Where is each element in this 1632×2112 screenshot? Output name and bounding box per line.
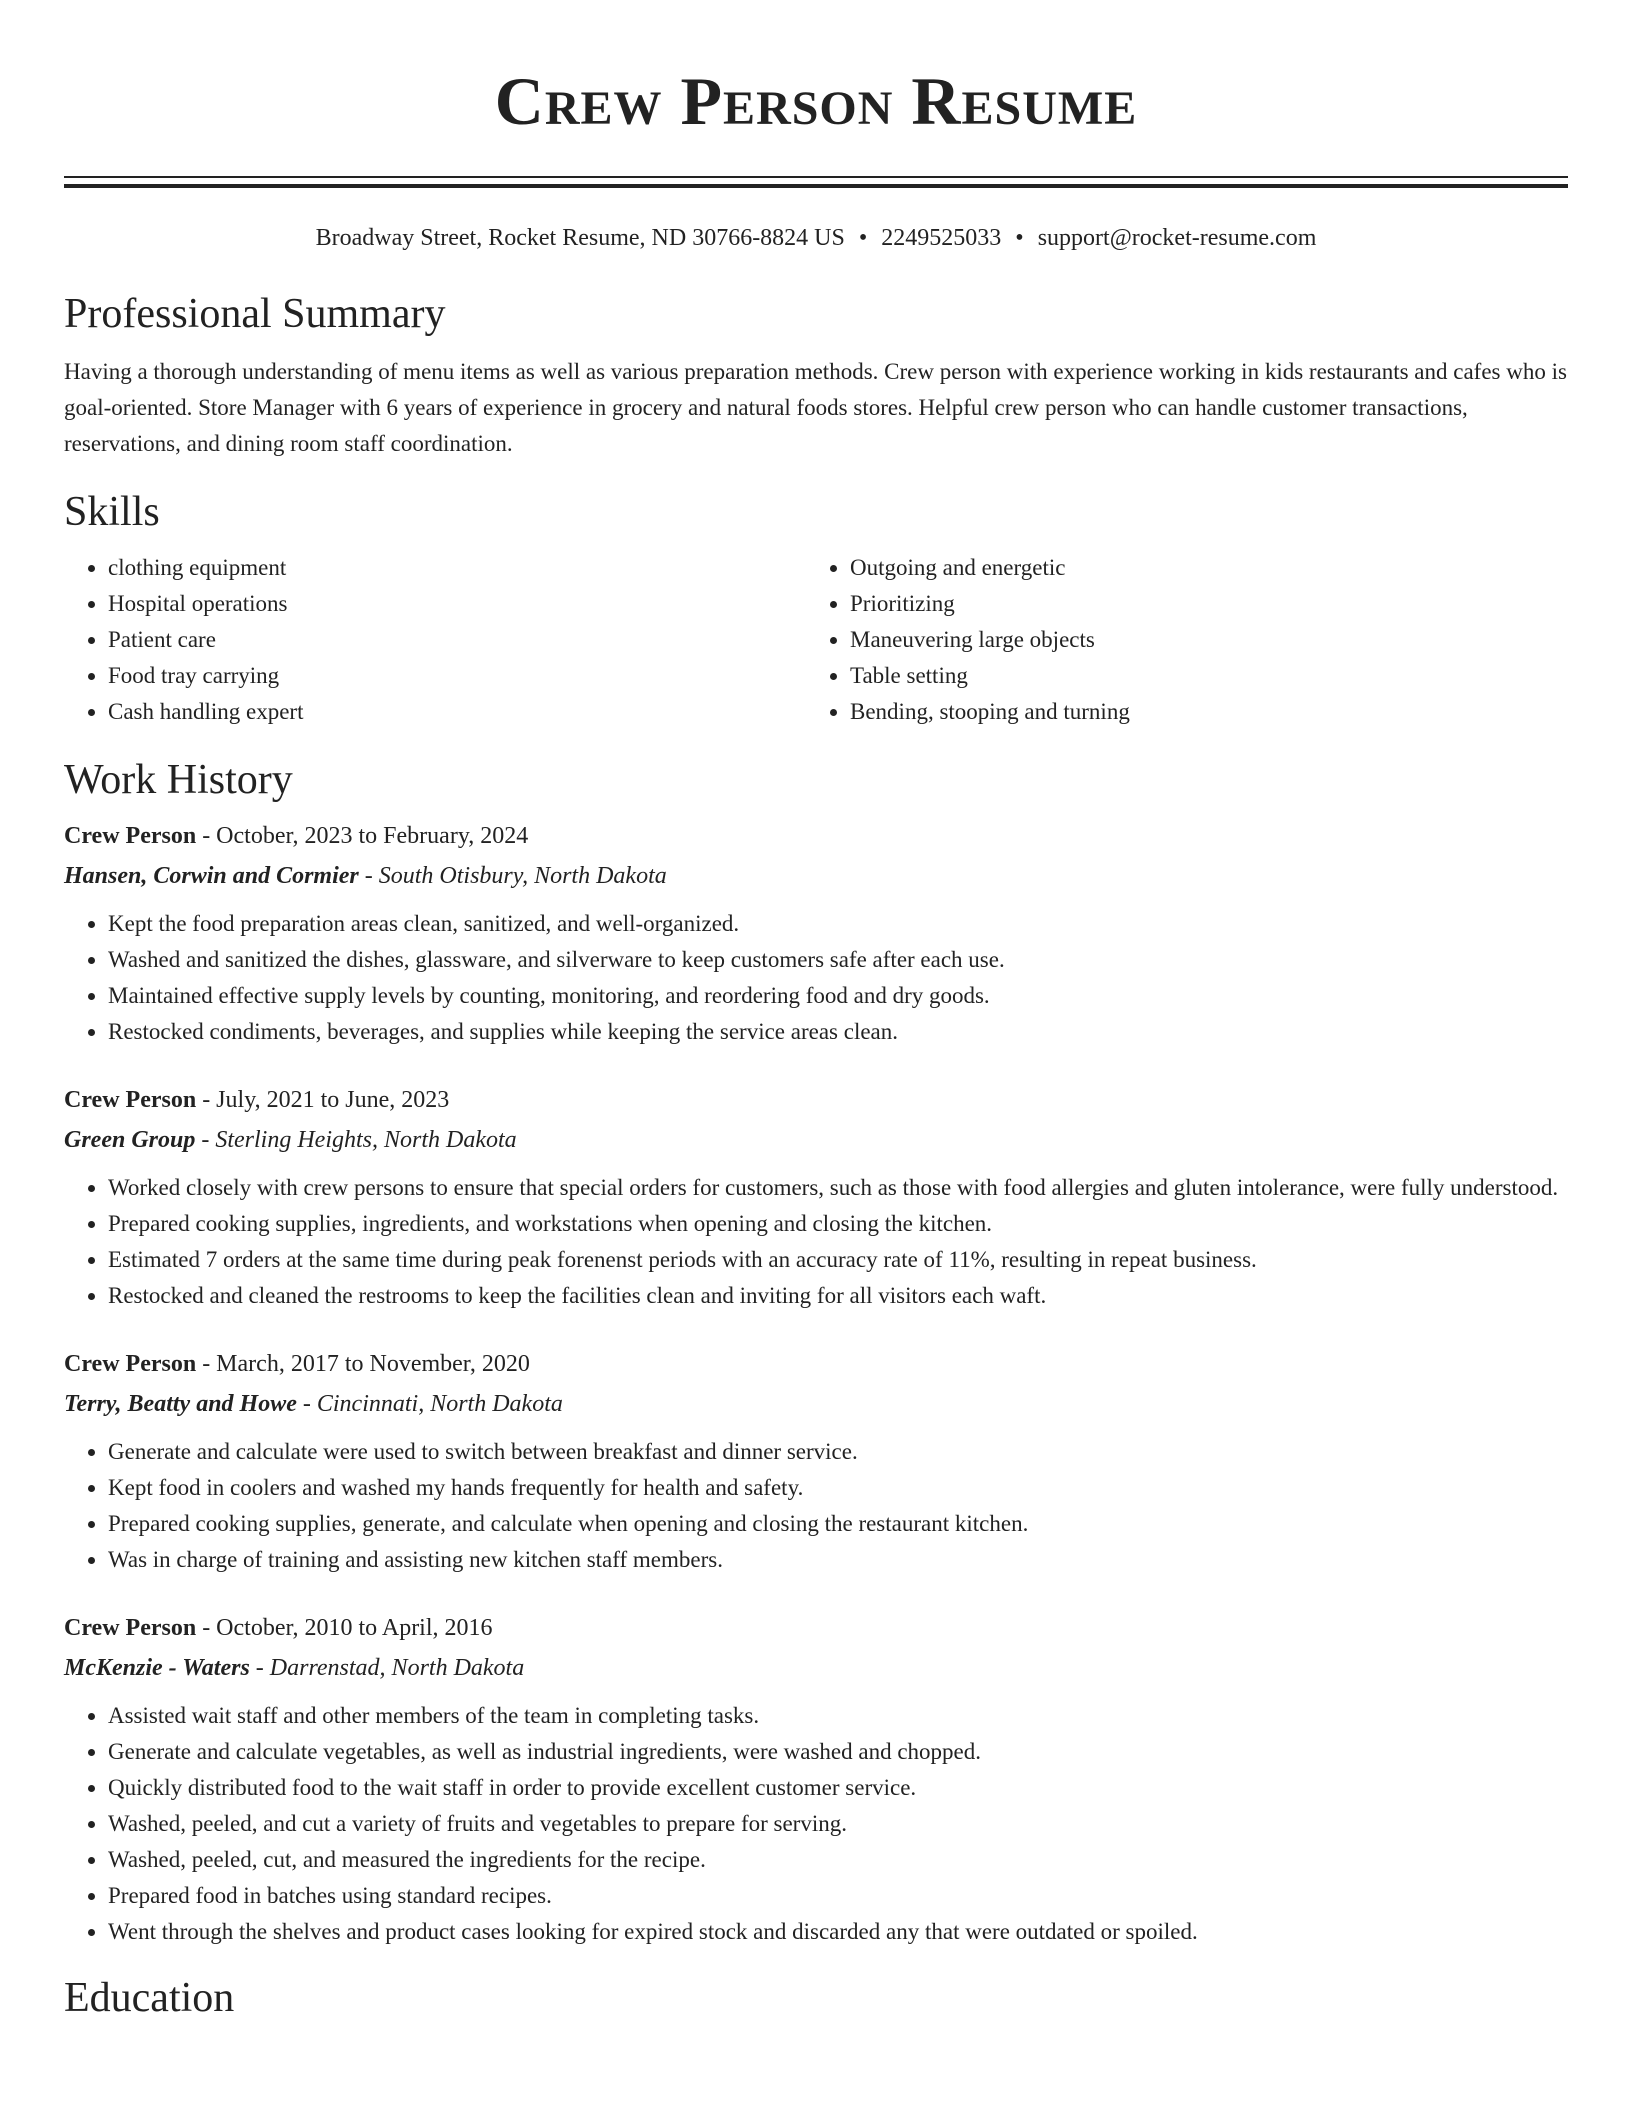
skill-item: • Maneuvering large objects xyxy=(850,622,1548,658)
job-company: Hansen, Corwin and Cormier xyxy=(64,863,359,889)
skill-item: • Table setting xyxy=(850,658,1548,694)
job-company-line xyxy=(64,856,1568,896)
job-title: Crew Person xyxy=(64,823,197,849)
job-bullet: • Prepared cooking supplies, ingredients, and workstations when opening and closing the kitchen. xyxy=(108,1206,1568,1242)
job-title-line xyxy=(64,1608,1568,1648)
skills-column-right xyxy=(806,550,1548,730)
section-heading-work-history: Work History xyxy=(64,757,293,803)
job-company: Green Group xyxy=(64,1127,196,1153)
job-dates: - October, 2010 to April, 2016 xyxy=(196,1615,493,1641)
job-bullets xyxy=(64,1170,1568,1314)
contact-separator: • xyxy=(858,225,868,251)
job-entry xyxy=(64,1344,1568,1578)
job-bullets xyxy=(64,1698,1568,1950)
skill-item: • clothing equipment xyxy=(108,550,806,586)
divider-thick xyxy=(64,184,1568,188)
job-location: - Darrenstad, North Dakota xyxy=(249,1655,525,1681)
job-bullet: • Restocked condiments, beverages, and supplies while keeping the service areas clean. xyxy=(108,1014,1568,1050)
job-bullet: • Assisted wait staff and other members of the team in completing tasks. xyxy=(108,1698,1568,1734)
job-dates: - March, 2017 to November, 2020 xyxy=(196,1351,530,1377)
job-title-line xyxy=(64,816,1568,856)
section-heading-skills: Skills xyxy=(64,489,160,535)
job-bullets xyxy=(64,1434,1568,1578)
job-bullet: • Worked closely with crew persons to ensure that special orders for customers, such as those with food allergies and gluten intolerance, were fully understood. xyxy=(108,1170,1568,1206)
skill-item: • Prioritizing xyxy=(850,586,1548,622)
job-dates: - July, 2021 to June, 2023 xyxy=(196,1087,450,1113)
contact-address: Broadway Street, Rocket Resume, ND 30766-8824 US xyxy=(315,225,845,251)
contact-email: support@rocket-resume.com xyxy=(1037,225,1317,251)
job-bullet: • Maintained effective supply levels by counting, monitoring, and reordering food and dry goods. xyxy=(108,978,1568,1014)
job-company-line xyxy=(64,1648,1568,1688)
job-title: Crew Person xyxy=(64,1087,197,1113)
skill-item: • Hospital operations xyxy=(108,586,806,622)
section-heading-education: Education xyxy=(64,1975,235,2021)
job-entry xyxy=(64,816,1568,1050)
contact-phone: 2249525033 xyxy=(881,225,1002,251)
job-bullet: • Prepared food in batches using standard recipes. xyxy=(108,1878,1568,1914)
job-bullet: • Generate and calculate were used to switch between breakfast and dinner service. xyxy=(108,1434,1568,1470)
job-title-line xyxy=(64,1344,1568,1384)
summary-text: Having a thorough understanding of menu items as well as various preparation methods. Crew person with experience working in kids restaurants and cafes who is goal-oriented. Store Manager with 6 years of experience in grocery and natural foods stores. Helpful crew person who can handle customer transactions, reservations, and dining room staff coordination. xyxy=(64,359,1567,456)
job-company: McKenzie - Waters xyxy=(64,1655,250,1681)
resume-title: Crew Person Resume xyxy=(494,63,1138,139)
job-bullet: • Washed, peeled, cut, and measured the ingredients for the recipe. xyxy=(108,1842,1568,1878)
job-title: Crew Person xyxy=(64,1351,197,1377)
divider-thin xyxy=(64,176,1568,178)
job-bullets xyxy=(64,906,1568,1050)
job-entry xyxy=(64,1080,1568,1314)
job-bullet: • Estimated 7 orders at the same time during peak forenenst periods with an accuracy rate of 11%, resulting in repeat business. xyxy=(108,1242,1568,1278)
contact-line xyxy=(64,222,1568,254)
job-bullet: • Washed, peeled, and cut a variety of fruits and vegetables to prepare for serving. xyxy=(108,1806,1568,1842)
job-bullet: • Generate and calculate vegetables, as well as industrial ingredients, were washed and chopped. xyxy=(108,1734,1568,1770)
job-bullet: • Washed and sanitized the dishes, glassware, and silverware to keep customers safe after each use. xyxy=(108,942,1568,978)
skill-item: • Outgoing and energetic xyxy=(850,550,1548,586)
title-divider xyxy=(64,176,1568,188)
job-location: - Cincinnati, North Dakota xyxy=(296,1391,563,1417)
skill-item: • Patient care xyxy=(108,622,806,658)
skill-item: • Cash handling expert xyxy=(108,694,806,730)
job-bullet: • Prepared cooking supplies, generate, and calculate when opening and closing the restaurant kitchen. xyxy=(108,1506,1568,1542)
job-dates: - October, 2023 to February, 2024 xyxy=(196,823,529,849)
job-bullet: • Went through the shelves and product cases looking for expired stock and discarded any that were outdated or spoiled. xyxy=(108,1914,1568,1950)
section-heading-summary: Professional Summary xyxy=(64,291,446,337)
job-title: Crew Person xyxy=(64,1615,197,1641)
job-bullet: • Kept food in coolers and washed my hands frequently for health and safety. xyxy=(108,1470,1568,1506)
contact-separator: • xyxy=(1015,225,1024,251)
job-entry xyxy=(64,1608,1568,1950)
skills-list xyxy=(64,550,1568,730)
job-location: - South Otisbury, North Dakota xyxy=(358,863,667,889)
job-bullet: • Restocked and cleaned the restrooms to keep the facilities clean and inviting for all visitors each waft. xyxy=(108,1278,1568,1314)
job-title-line xyxy=(64,1080,1568,1120)
job-company-line xyxy=(64,1384,1568,1424)
skills-column-left xyxy=(64,550,806,730)
job-bullet: • Was in charge of training and assisting new kitchen staff members. xyxy=(108,1542,1568,1578)
skill-item: • Bending, stooping and turning xyxy=(850,694,1548,730)
skill-item: • Food tray carrying xyxy=(108,658,806,694)
job-bullet: • Quickly distributed food to the wait staff in order to provide excellent customer service. xyxy=(108,1770,1568,1806)
job-company-line xyxy=(64,1120,1568,1160)
job-location: - Sterling Heights, North Dakota xyxy=(195,1127,517,1153)
job-bullet: • Kept the food preparation areas clean, sanitized, and well-organized. xyxy=(108,906,1568,942)
job-company: Terry, Beatty and Howe xyxy=(64,1391,297,1417)
